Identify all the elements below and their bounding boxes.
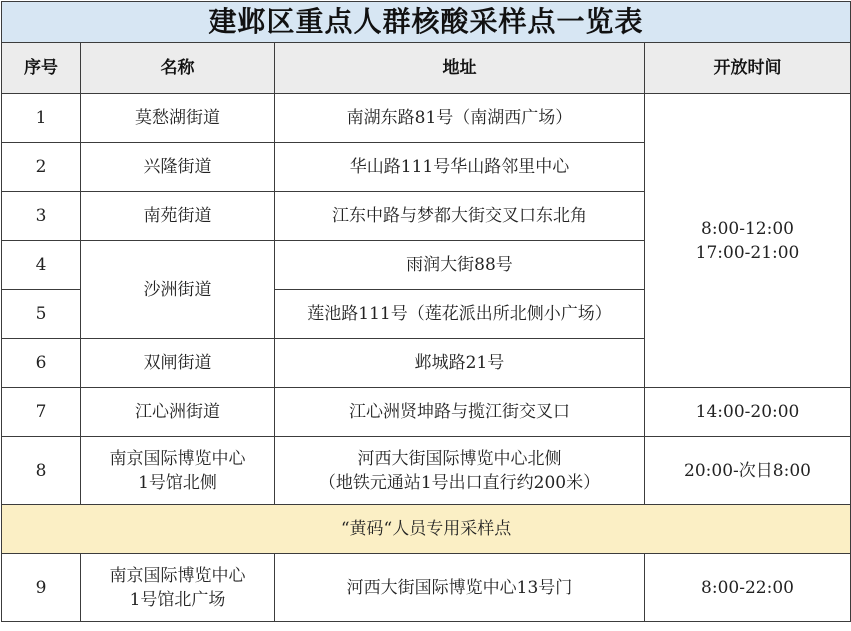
row-index: 6 xyxy=(2,339,81,388)
row-index: 4 xyxy=(2,241,81,290)
sampling-sites-table xyxy=(1,1,851,622)
row-index: 7 xyxy=(2,388,81,437)
row-address: 江东中路与梦都大街交叉口东北角 xyxy=(275,192,645,241)
group-hours: 8:00-12:00 17:00-21:00 xyxy=(645,94,851,388)
table-row xyxy=(2,554,851,622)
row-name: 江心洲街道 xyxy=(81,388,275,437)
row-index: 2 xyxy=(2,143,81,192)
row-index: 1 xyxy=(2,94,81,143)
title-row xyxy=(2,2,851,43)
header-name: 名称 xyxy=(81,43,275,94)
row-address: 河西大街国际博览中心13号门 xyxy=(275,554,645,622)
row-hours: 8:00-22:00 xyxy=(645,554,851,622)
header-row xyxy=(2,43,851,94)
row-name: 莫愁湖街道 xyxy=(81,94,275,143)
row-name: 兴隆街道 xyxy=(81,143,275,192)
row-address: 华山路111号华山路邻里中心 xyxy=(275,143,645,192)
row-index: 5 xyxy=(2,290,81,339)
row-hours: 14:00-20:00 xyxy=(645,388,851,437)
row-address: 江心洲贤坤路与揽江街交叉口 xyxy=(275,388,645,437)
table-row xyxy=(2,388,851,437)
header-address: 地址 xyxy=(275,43,645,94)
row-address: 河西大街国际博览中心北侧 （地铁元通站1号出口直行约200米） xyxy=(275,437,645,505)
row-address: 邺城路21号 xyxy=(275,339,645,388)
row-index: 9 xyxy=(2,554,81,622)
row-address: 莲池路111号（莲花派出所北侧小广场） xyxy=(275,290,645,339)
row-address: 雨润大街88号 xyxy=(275,241,645,290)
table-title: 建邺区重点人群核酸采样点一览表 xyxy=(2,2,851,43)
row-name: 双闸街道 xyxy=(81,339,275,388)
row-name: 南京国际博览中心 1号馆北广场 xyxy=(81,554,275,622)
table-row xyxy=(2,437,851,505)
row-hours: 20:00-次日8:00 xyxy=(645,437,851,505)
row-index: 8 xyxy=(2,437,81,505)
row-name: 沙洲街道 xyxy=(81,241,275,339)
section-row xyxy=(2,505,851,554)
row-name: 南京国际博览中心 1号馆北侧 xyxy=(81,437,275,505)
header-hours: 开放时间 xyxy=(645,43,851,94)
header-index: 序号 xyxy=(2,43,81,94)
row-address: 南湖东路81号（南湖西广场） xyxy=(275,94,645,143)
yellow-code-section-label: “黄码“人员专用采样点 xyxy=(2,505,851,554)
row-name: 南苑街道 xyxy=(81,192,275,241)
table-row xyxy=(2,94,851,143)
row-index: 3 xyxy=(2,192,81,241)
